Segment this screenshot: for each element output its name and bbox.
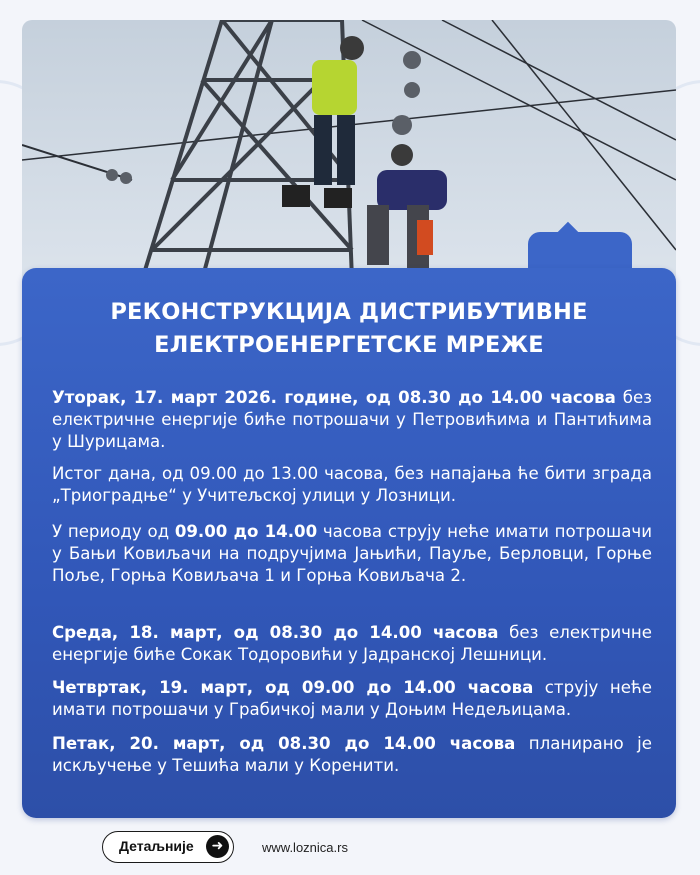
paragraph-tuesday	[52, 387, 652, 453]
paragraph-period	[52, 521, 652, 587]
title-line-1: РЕКОНСТРУКЦИЈА ДИСТРИБУТИВНЕ	[110, 299, 588, 325]
website-url[interactable]: www.loznica.rs	[262, 840, 348, 855]
paragraph-bold: Среда, 18. март, од 08.30 до 14.00 часова	[52, 623, 499, 642]
paragraph-wednesday	[52, 622, 652, 666]
title-line-2: ЕЛЕКТРОЕНЕРГЕТСКЕ МРЕЖЕ	[154, 332, 544, 358]
paragraph-text: без електричне енергије биће Сокак Тодоровићи у Јадранској Лешници.	[52, 623, 652, 664]
paragraph-pre: У периоду од	[52, 522, 175, 541]
arrow-right-icon: ➜	[206, 835, 229, 858]
paragraph-bold: Четвртак, 19. март, од 09.00 до 14.00 часова	[52, 678, 534, 697]
details-button-label: Детаљније	[119, 838, 194, 854]
paragraph-text: планирано је искључење у Тешића мали у Коренити.	[52, 734, 652, 775]
paragraph-friday	[52, 733, 652, 777]
details-button[interactable]	[102, 831, 234, 863]
paragraph-bold: Уторак, 17. март 2026. године, од 08.30 до 14.00 часова	[52, 388, 616, 407]
paragraph-bold: Петак, 20. март, од 08.30 до 14.00 часова	[52, 734, 516, 753]
paragraph-text: Истог дана, од 09.00 до 13.00 часова, без напајања ће бити зграда „Триоградње“ у Учитељској улици у Лозници.	[52, 464, 652, 505]
page-title	[30, 296, 668, 362]
paragraph-text: без електричне енергије биће потрошачи у Петровићима и Пантићима у Шурицама.	[52, 388, 653, 451]
paragraph-bold: 09.00 до 14.00	[174, 522, 318, 541]
paragraph-text: часова струју неће имати потрошачи у Бањи Ковиљачи на подручјима Јањићи, Пауље, Берловци, Горње Поље, Горња Ковиљача 1 и Горња Ковиљача 2.	[52, 522, 652, 585]
paragraph-text: струју неће имати потрошачи у Грабичкој мали у Доњим Недељицама.	[52, 678, 652, 719]
paragraph-same-day	[52, 463, 652, 507]
paragraph-thursday	[52, 677, 652, 721]
